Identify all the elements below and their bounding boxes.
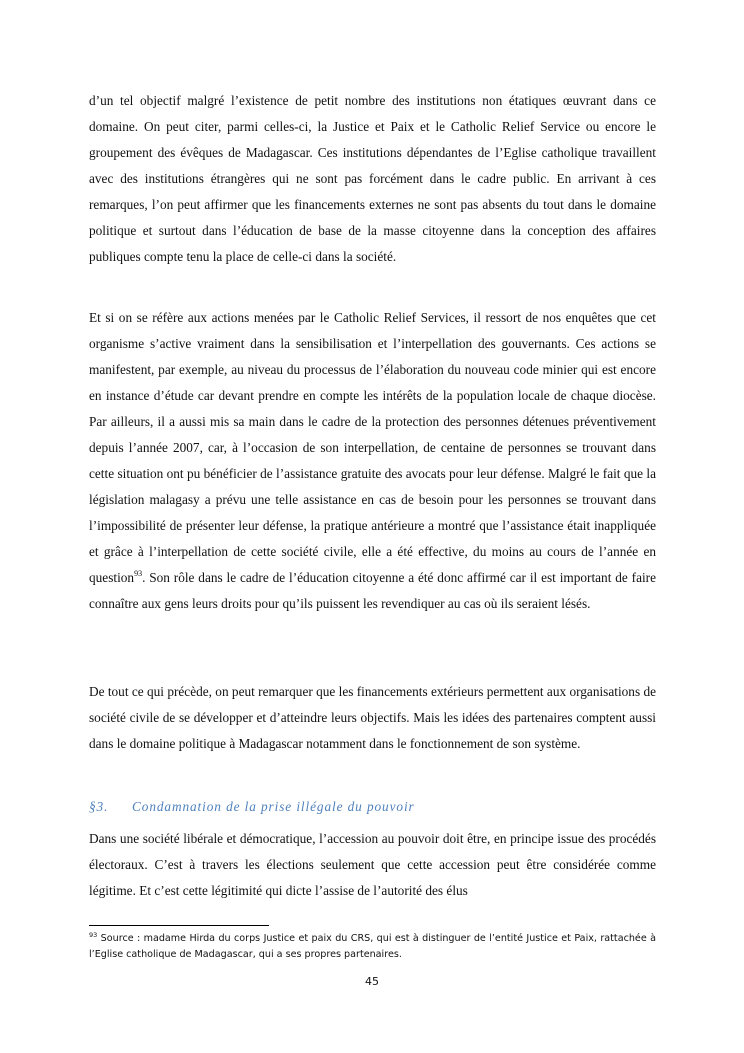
section-number: §3.	[89, 799, 109, 814]
page-number: 45	[365, 975, 379, 988]
paragraph-3	[89, 679, 656, 757]
paragraph-2	[89, 305, 656, 617]
footnote-number: 93	[89, 931, 98, 939]
paragraph-1-text: d’un tel objectif malgré l’existence de petit nombre des institutions non étatiques œuvrant dans ce domaine. On peut citer, parmi celles-ci, la Justice et Paix et le Catholic Relief Service ou encore le groupement des évêques de Madagascar. Ces institutions dépendantes de l’Eglise catholique travaillent avec des institutions étrangères qui ne sont pas forcément dans le cadre public. En arrivant à ces remarques, l’on peut affirmer que les financements externes ne sont pas absents du tout dans le domaine politique et surtout dans l’éducation de base de la masse citoyenne dans la conception des affaires publiques compte tenu la place de celle-ci dans la société.	[89, 93, 656, 264]
paragraph-4	[89, 826, 656, 904]
paragraph-2-part-2: . Son rôle dans le cadre de l’éducation citoyenne a été donc affirmé car il est important de faire connaître aux gens leurs droits pour qu’ils puissent les revendiquer au cas où ils seraient lésés.	[89, 570, 656, 611]
footnote-reference-93[interactable]: 93	[134, 569, 143, 578]
paragraph-2-part-1: Et si on se réfère aux actions menées par le Catholic Relief Services, il ressort de nos enquêtes que cet organisme s’active vraiment dans la sensibilisation et l’interpellation des gouvernants. Ces actions se manifestent, par exemple, au niveau du processus de l’élaboration du nouveau code minier qui est encore en instance d’étude car devant prendre en compte les intérêts de la population locale de chaque diocèse. Par ailleurs, il a aussi mis sa main dans le cadre de la protection des personnes détenues préventivement depuis l’année 2007, car, à l’occasion de son interpellation, de centaine de personnes se trouvant dans cette situation ont pu bénéficier de l’assistance gratuite des avocats pour leur défense. Malgré le fait que la législation malagasy a prévu une telle assistance en cas de besoin pour les personnes se trouvant dans l’impossibilité de présenter leur défense, la pratique antérieure a montré que l’assistance était inappliquée et grâce à l’interpellation de cette société civile, elle a été effective, du moins au cours de l’année en question	[89, 310, 656, 585]
paragraph-1	[89, 88, 656, 270]
paragraph-2-text	[89, 305, 656, 617]
section-title: Condamnation de la prise illégale du pouvoir	[132, 799, 415, 814]
footnote-text: Source : madame Hirda du corps Justice et paix du CRS, qui est à distinguer de l’entité Justice et Paix, rattachée à l’Eglise catholique de Madagascar, qui a ses propres partenaires.	[89, 933, 656, 960]
paragraph-3-text: De tout ce qui précède, on peut remarquer que les financements extérieurs permettent aux organisations de société civile de se développer et d’atteindre leurs objectifs. Mais les idées des partenaires comptent aussi dans le domaine politique à Madagascar notamment dans le fonctionnement de son système.	[89, 684, 656, 751]
footnote	[89, 931, 656, 963]
paragraph-4-text: Dans une société libérale et démocratique, l’accession au pouvoir doit être, en principe issue des procédés électoraux. C’est à travers les élections seulement que cette accession peut être considérée comme légitime. Et c’est cette légitimité qui dicte l’assise de l’autorité des élus	[89, 831, 656, 898]
footnote-separator	[89, 925, 269, 926]
section-heading	[89, 796, 656, 818]
